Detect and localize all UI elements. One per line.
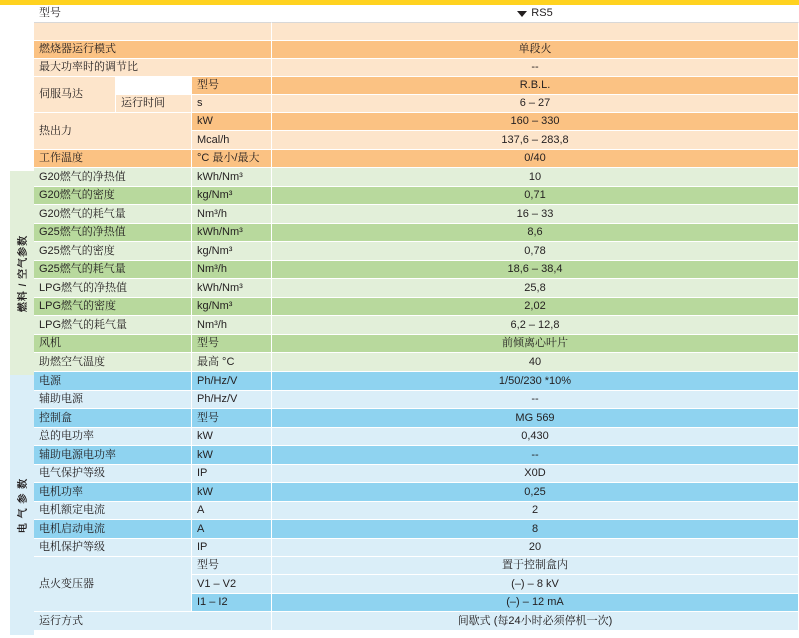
heat-output-label-text: 热出力 <box>39 124 72 137</box>
row-20-value <box>272 391 799 409</box>
row-7-label <box>34 150 192 168</box>
row-29-unit <box>192 557 272 575</box>
row-9-unit-text: kg/Nm³ <box>197 189 233 201</box>
row-18-label <box>34 353 192 372</box>
row-17-label <box>34 335 192 353</box>
row-17-unit <box>192 335 272 353</box>
row-11-label-text: G25燃气的净热值 <box>39 226 126 238</box>
row-19-label <box>34 372 192 391</box>
row-24-label-text: 电气保护等级 <box>39 467 105 479</box>
row-13-value <box>272 261 799 279</box>
servo-motor-label <box>34 77 116 113</box>
row-11-unit-text: kWh/Nm³ <box>197 226 243 238</box>
row-24-label <box>34 465 192 483</box>
row-18-value <box>272 353 799 372</box>
row-27-unit-text: A <box>197 522 205 535</box>
row-32-value-text: 间歇式 (每24小时必须停机一次) <box>457 614 613 627</box>
row-3-value <box>272 77 799 95</box>
row-6-value-text: 137,6 – 283,8 <box>501 133 569 146</box>
row-23-unit-text: kW <box>197 448 213 461</box>
section-electrical <box>10 375 34 635</box>
row-32-value <box>272 612 799 631</box>
row-18-unit <box>192 353 272 372</box>
row-23-value <box>272 446 799 465</box>
row-15-value <box>272 298 799 316</box>
row-25-value-text: 0,25 <box>524 485 546 498</box>
row-30-unit-text: V1 – V2 <box>197 577 237 590</box>
row-10-label <box>34 205 192 224</box>
row-21-label <box>34 409 192 428</box>
row-16-unit-text: Nm³/h <box>197 318 227 331</box>
row-30-unit <box>192 575 272 594</box>
row-28-unit-text: IP <box>197 541 208 553</box>
row-30-value-text: (–) – 8 kV <box>511 577 559 590</box>
row-12-value <box>272 242 799 261</box>
row-15-label-text: LPG燃气的密度 <box>39 300 117 312</box>
row-5-unit-text: kW <box>197 115 213 127</box>
row-8-value-text: 10 <box>528 170 542 183</box>
row-14-unit-text: kWh/Nm³ <box>197 281 243 294</box>
row-23-label-text: 辅助电源电功率 <box>39 448 116 461</box>
row-7-label-text: 工作温度 <box>39 152 83 164</box>
row-26-value <box>272 502 799 520</box>
header-label-cell <box>34 5 272 23</box>
ignition-transformer-label <box>34 557 192 612</box>
row-27-value <box>272 520 799 539</box>
row-9-value-text: 0,71 <box>524 189 546 201</box>
row-15-unit <box>192 298 272 316</box>
row-12-label-text: G25燃气的密度 <box>39 244 115 257</box>
row-27-label-text: 电机启动电流 <box>39 522 105 535</box>
row-27-unit <box>192 520 272 539</box>
row-29-unit-text: 型号 <box>197 559 219 571</box>
row-21-label-text: 控制盒 <box>39 411 72 424</box>
row-24-unit <box>192 465 272 483</box>
row-4-unit-text: s <box>197 97 203 109</box>
row-25-label <box>34 483 192 502</box>
row-9-unit <box>192 187 272 205</box>
row-14-value <box>272 279 799 298</box>
row-19-value-text: 1/50/230 *10% <box>498 374 572 387</box>
row-18-value-text: 40 <box>528 355 542 368</box>
row-2-label <box>34 59 272 77</box>
row-13-unit-text: Nm³/h <box>197 263 227 275</box>
row-15-unit-text: kg/Nm³ <box>197 300 233 312</box>
row-28-value-text: 20 <box>528 541 542 553</box>
row-27-label <box>34 520 192 539</box>
row-20-value-text: -- <box>531 393 539 405</box>
row-0-value <box>272 23 799 41</box>
row-31-unit <box>192 594 272 612</box>
row-19-value <box>272 372 799 391</box>
row-6-unit <box>192 131 272 150</box>
row-1-label-text: 燃烧器运行模式 <box>39 43 116 55</box>
dropdown-triangle-icon <box>517 11 527 17</box>
row-12-label <box>34 242 192 261</box>
row-15-value-text: 2,02 <box>524 300 546 312</box>
row-5-value <box>272 113 799 131</box>
row-4-unit <box>192 95 272 113</box>
row-29-value <box>272 557 799 575</box>
row-26-label-text: 电机额定电流 <box>39 504 105 516</box>
row-13-label <box>34 261 192 279</box>
row-23-label <box>34 446 192 465</box>
row-28-label-text: 电机保护等级 <box>39 541 105 553</box>
row-8-label <box>34 168 192 187</box>
row-1-value-text: 单段火 <box>518 43 552 55</box>
row-18-unit-text: 最高 °C <box>197 355 235 368</box>
row-20-label-text: 辅助电源 <box>39 393 83 405</box>
row-11-label <box>34 224 192 242</box>
header-value-cell <box>272 5 799 23</box>
row-3-unit <box>192 77 272 95</box>
row-4-value-text: 6 – 27 <box>519 97 551 109</box>
row-19-label-text: 电源 <box>39 374 61 387</box>
section-fuel-air <box>10 171 34 375</box>
row-4-value <box>272 95 799 113</box>
row-21-unit-text: 型号 <box>197 411 219 424</box>
row-10-unit-text: Nm³/h <box>197 207 227 220</box>
row-8-label-text: G20燃气的净热值 <box>39 170 126 183</box>
row-17-unit-text: 型号 <box>197 337 219 349</box>
ignition-transformer-label-text: 点火变压器 <box>39 577 94 590</box>
row-8-value <box>272 168 799 187</box>
row-22-label-text: 总的电功率 <box>39 430 94 442</box>
row-32-label <box>34 612 272 631</box>
row-2-label-text: 最大功率时的调节比 <box>39 61 138 73</box>
row-30-value <box>272 575 799 594</box>
row-8-unit-text: kWh/Nm³ <box>197 170 243 183</box>
row-14-value-text: 25,8 <box>524 281 546 294</box>
row-15-label <box>34 298 192 316</box>
row-26-unit-text: A <box>197 504 205 516</box>
row-16-value <box>272 316 799 335</box>
row-28-unit <box>192 539 272 557</box>
row-14-label-text: LPG燃气的净热值 <box>39 281 128 294</box>
row-14-unit <box>192 279 272 298</box>
row-5-unit <box>192 113 272 131</box>
row-10-unit <box>192 205 272 224</box>
row-12-unit <box>192 242 272 261</box>
row-5-value-text: 160 – 330 <box>510 115 560 127</box>
row-7-value <box>272 150 799 168</box>
row-9-label-text: G20燃气的密度 <box>39 189 115 201</box>
row-28-value <box>272 539 799 557</box>
row-10-value-text: 16 – 33 <box>516 207 554 220</box>
row-2-value <box>272 59 799 77</box>
row-26-label <box>34 502 192 520</box>
row-20-unit-text: Ph/Hz/V <box>197 393 238 405</box>
row-13-value-text: 18,6 – 38,4 <box>507 263 563 275</box>
row-7-unit-text: °C 最小/最大 <box>197 152 260 164</box>
row-6-value <box>272 131 799 150</box>
row-25-value <box>272 483 799 502</box>
row-0-label <box>34 23 272 41</box>
row-17-value-text: 前倾离心叶片 <box>502 337 568 349</box>
row-22-value <box>272 428 799 446</box>
row-6-unit-text: Mcal/h <box>197 133 230 146</box>
row-8-unit <box>192 168 272 187</box>
row-3-value-text: R.B.L. <box>519 79 551 91</box>
row-20-label <box>34 391 192 409</box>
row-19-unit <box>192 372 272 391</box>
row-7-unit <box>192 150 272 168</box>
row-23-unit <box>192 446 272 465</box>
row-10-label-text: G20燃气的耗气量 <box>39 207 126 220</box>
row-17-label-text: 风机 <box>39 337 61 349</box>
row-12-unit-text: kg/Nm³ <box>197 244 233 257</box>
row-3-unit-text: 型号 <box>197 79 219 91</box>
row-21-value-text: MG 569 <box>515 411 555 424</box>
row-31-value-text: (–) – 12 mA <box>506 596 564 608</box>
header-value: RS5 <box>531 7 553 19</box>
row-1-value <box>272 41 799 59</box>
row-28-label <box>34 539 192 557</box>
row-14-label <box>34 279 192 298</box>
section-fuel-air-label: 燃料 / 空气参数 <box>18 234 30 312</box>
row-16-label-text: LPG燃气的耗气量 <box>39 318 128 331</box>
row-13-unit <box>192 261 272 279</box>
row-25-unit <box>192 483 272 502</box>
row-18-label-text: 助燃空气温度 <box>39 355 105 368</box>
row-16-unit <box>192 316 272 335</box>
row-31-value <box>272 594 799 612</box>
row-23-value-text: -- <box>531 448 539 461</box>
row-13-label-text: G25燃气的耗气量 <box>39 263 126 275</box>
row-24-value-text: X0D <box>524 467 546 479</box>
row-21-unit <box>192 409 272 428</box>
row-12-value-text: 0,78 <box>524 244 546 257</box>
row-26-unit <box>192 502 272 520</box>
row-4-sublabel-text: 运行时间 <box>121 97 165 109</box>
heat-output-label <box>34 113 192 150</box>
row-16-label <box>34 316 192 335</box>
row-11-value <box>272 224 799 242</box>
row-17-value <box>272 335 799 353</box>
row-22-unit-text: kW <box>197 430 213 442</box>
row-27-value-text: 8 <box>531 522 539 535</box>
row-29-value-text: 置于控制盒内 <box>502 559 568 571</box>
row-11-unit <box>192 224 272 242</box>
servo-motor-label-text: 伺服马达 <box>39 88 83 100</box>
row-25-unit-text: kW <box>197 485 213 498</box>
row-9-value <box>272 187 799 205</box>
row-19-unit-text: Ph/Hz/V <box>197 374 238 387</box>
row-1-label <box>34 41 272 59</box>
row-16-value-text: 6,2 – 12,8 <box>510 318 560 331</box>
row-20-unit <box>192 391 272 409</box>
row-32-label-text: 运行方式 <box>39 614 83 627</box>
row-24-unit-text: IP <box>197 467 208 479</box>
header-label: 型号 <box>39 7 61 19</box>
row-22-value-text: 0,430 <box>521 430 549 442</box>
row-9-label <box>34 187 192 205</box>
row-22-unit <box>192 428 272 446</box>
row-7-value-text: 0/40 <box>524 152 546 164</box>
section-electrical-label: 电 气 参 数 <box>18 477 30 533</box>
row-11-value-text: 8,6 <box>527 226 543 238</box>
row-25-label-text: 电机功率 <box>39 485 83 498</box>
row-22-label <box>34 428 192 446</box>
row-2-value-text: -- <box>531 61 539 73</box>
row-24-value <box>272 465 799 483</box>
row-21-value <box>272 409 799 428</box>
row-10-value <box>272 205 799 224</box>
row-26-value-text: 2 <box>531 504 539 516</box>
row-4-sublabel <box>116 95 192 113</box>
row-31-unit-text: I1 – I2 <box>197 596 228 608</box>
